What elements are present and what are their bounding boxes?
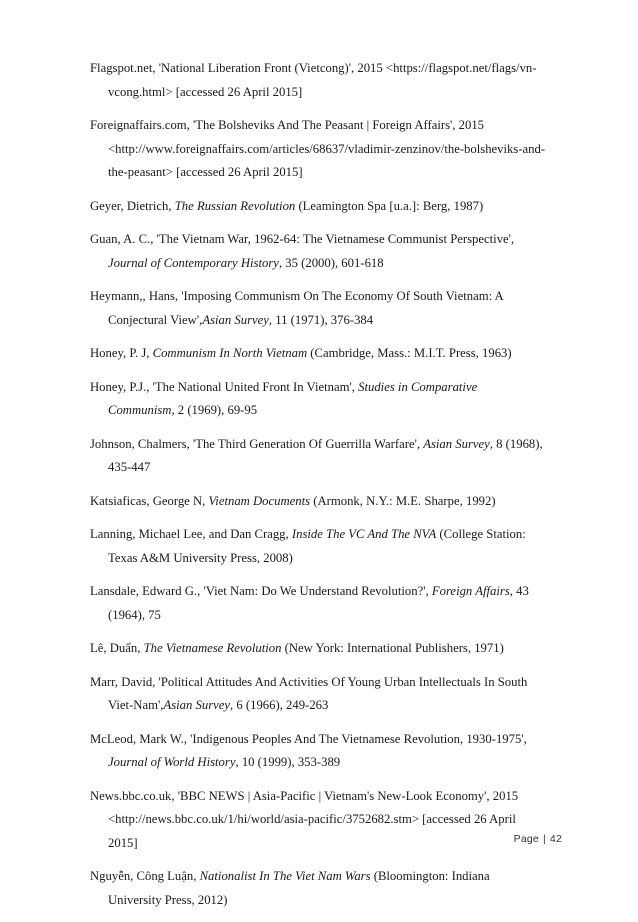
bibliography-entry: Katsiaficas, George N, Vietnam Documents (Armonk, N.Y.: M.E. Sharpe, 1992) [90,493,496,508]
bibliography-entry: Johnson, Chalmers, 'The Third Generation Of Guerrilla Warfare', Asian Survey, 8 (1968), 435-447 [90,436,543,474]
bibliography-entry: Heymann,, Hans, 'Imposing Communism On The Economy Of South Vietnam: A Conjectural View',Asian Survey, 11 (1971), 376-384 [90,289,504,327]
bibliography-entry: Honey, P.J., 'The National United Front In Vietnam', Studies in Comparative Communism, 2 (1969), 69-95 [90,379,478,417]
bibliography-entry: Lanning, Michael Lee, and Dan Cragg, Inside The VC And The NVA (College Station: Texas A&M University Press, 2008) [90,527,526,565]
bibliography-entry: Guan, A. C., 'The Vietnam War, 1962-64: The Vietnamese Communist Perspective', Journal of Contemporary History, 35 (2000), 601-618 [90,232,515,270]
bibliography-entry: Flagspot.net, 'National Liberation Front (Vietcong)', 2015 <https://flagspot.net/flags/vn-vcong.html> [accessed 26 April 2015] [90,61,537,99]
bibliography-entry: Nguyễn, Công Luận, Nationalist In The Viet Nam Wars (Bloomington: Indiana University Press, 2012) [90,869,490,907]
bibliography-entry: Honey, P. J, Communism In North Vietnam (Cambridge, Mass.: M.I.T. Press, 1963) [90,346,512,360]
bibliography-entry: McLeod, Mark W., 'Indigenous Peoples And The Vietnamese Revolution, 1930-1975', Journal of World History, 10 (1999), 353-389 [90,731,527,769]
page-number-footer [514,833,562,845]
page-label: Page [513,833,539,845]
page-separator: | [542,833,546,845]
page-number: 42 [549,833,562,845]
bibliography-entry: Lansdale, Edward G., 'Viet Nam: Do We Understand Revolution?', Foreign Affairs, 43 (1964), 75 [90,584,529,622]
bibliography-entry: Marr, David, 'Political Attitudes And Activities Of Young Urban Intellectuals In South Viet-Nam',Asian Survey, 6 (1966), 249-263 [90,674,528,712]
bibliography-entry: Foreignaffairs.com, 'The Bolsheviks And The Peasant | Foreign Affairs', 2015 <http://www.foreignaffairs.com/articles/68637/vladimir-zenzinov/the-bolsheviks-and-the-peasant> [accessed 26 April 2015] [90,118,546,179]
bibliography-entry: Geyer, Dietrich, The Russian Revolution (Leamington Spa [u.a.]: Berg, 1987) [90,198,484,213]
bibliography-entry: Lê, Duẩn, The Vietnamese Revolution (New York: International Publishers, 1971) [90,641,504,655]
bibliography-list [90,57,546,922]
bibliography-entry: News.bbc.co.uk, 'BBC NEWS | Asia-Pacific | Vietnam's New-Look Economy', 2015 <http://news.bbc.co.uk/1/hi/world/asia-pacific/3752682.stm> [accessed 26 April 2015] [90,788,519,850]
